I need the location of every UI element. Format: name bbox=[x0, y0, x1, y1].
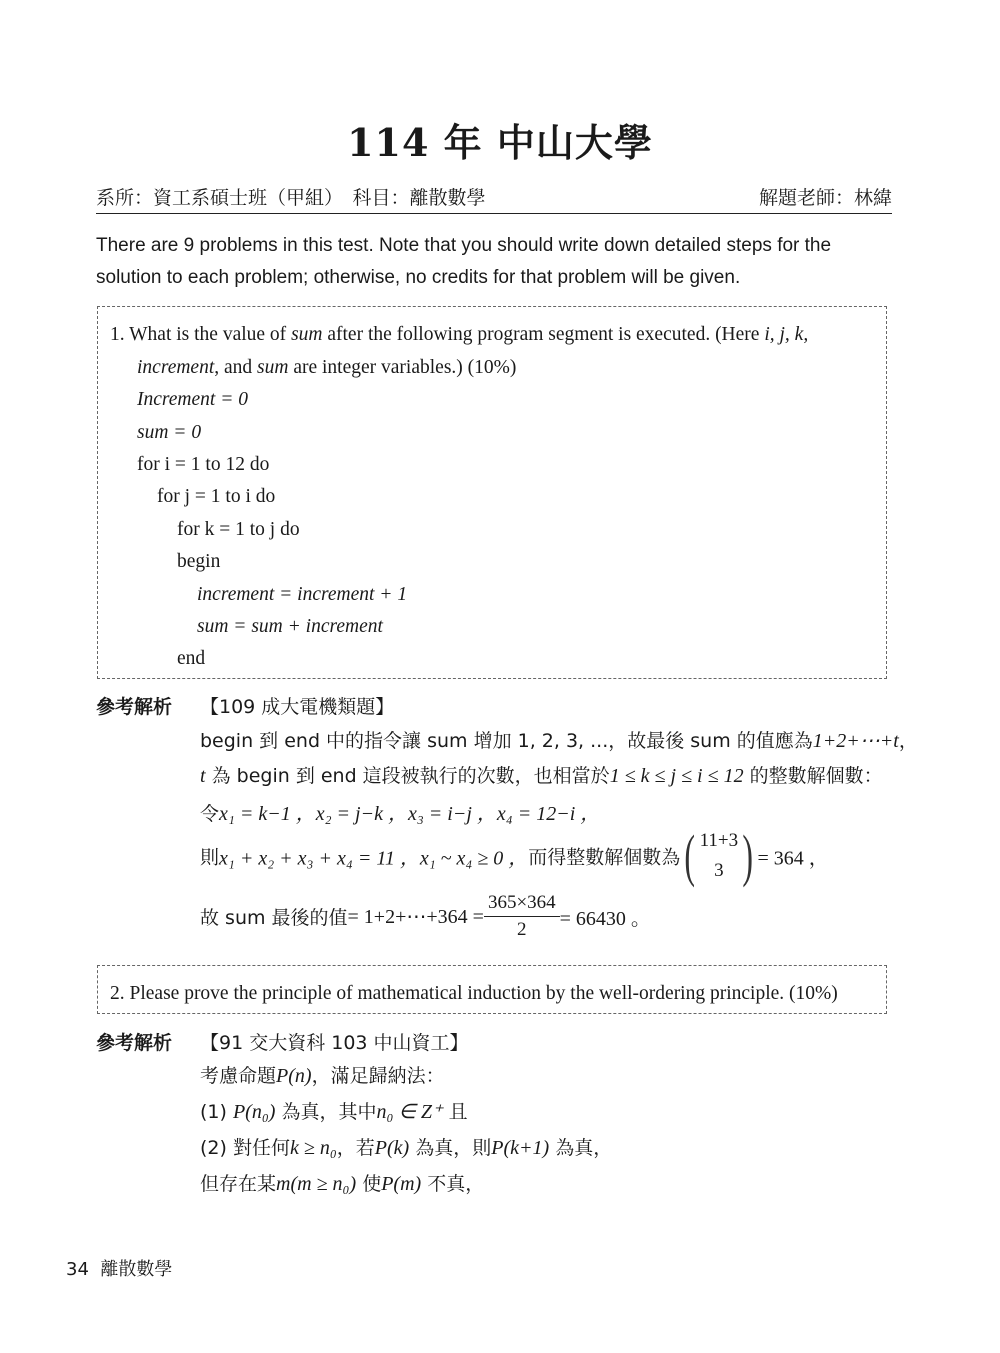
text: 為 begin 到 end 這段被執行的次數，也相當於 bbox=[205, 765, 610, 787]
solution-source: 【109 成大電機類題】 bbox=[200, 696, 395, 718]
page-title: 114 年 中山大學 bbox=[347, 120, 653, 165]
text: 為真， bbox=[549, 1137, 613, 1159]
question-1-line-2 bbox=[137, 357, 516, 379]
math-expr: = 1+2+⋯+364 = bbox=[347, 906, 484, 928]
math-expr: = 66430 。 bbox=[559, 908, 651, 930]
book-title: 離散數學 bbox=[100, 1259, 173, 1280]
q1-text-b: after the following program segment is executed. (Here bbox=[322, 324, 765, 345]
text: ，若 bbox=[336, 1137, 375, 1159]
q1-increment-var: increment bbox=[137, 357, 215, 378]
code-line: sum = sum + increment bbox=[197, 616, 383, 637]
question-2-text: 2. Please prove the principle of mathematical induction by the well-ordering principle. (10%) bbox=[110, 983, 838, 1004]
solution-1-line-1 bbox=[200, 726, 918, 753]
fraction-denominator: 2 bbox=[517, 919, 527, 940]
text: 且 bbox=[442, 1101, 468, 1123]
solution-1-line-3 bbox=[200, 797, 600, 826]
teacher-name: 解題老師：林緯 bbox=[758, 187, 892, 209]
math-expr: P(n₀) bbox=[232, 1101, 276, 1123]
text: ， bbox=[898, 730, 918, 752]
solution-1-line-5 bbox=[200, 890, 651, 946]
solution-2-line-2 bbox=[200, 1097, 468, 1124]
reference-solution-label: 參考解析 bbox=[96, 696, 173, 718]
q1-text-a: 1. What is the value of bbox=[110, 324, 292, 345]
solution-source: 【91 交大資科 103 中山資工】 bbox=[200, 1032, 469, 1054]
intro-line-1: There are 9 problems in this test. Note that you should write down detailed steps for the bbox=[96, 235, 832, 256]
fraction-numerator: 365×364 bbox=[484, 890, 560, 917]
text: (1) bbox=[200, 1101, 233, 1123]
text: 而得整數解個數為 bbox=[528, 846, 681, 869]
code-line: end bbox=[177, 648, 206, 669]
math-expr: m(m ≥ n₀) bbox=[276, 1173, 357, 1195]
math-expr: 1+2+⋯+t bbox=[812, 730, 899, 752]
text: ，滿足歸納法： bbox=[311, 1065, 445, 1087]
math-expr: x₁ + x₂ + x₃ + x₄ = 11 ，x₁ ~ x₄ ≥ 0 ， bbox=[219, 847, 529, 870]
code-line: Increment = 0 bbox=[137, 389, 248, 410]
code-line: begin bbox=[177, 551, 221, 572]
binomial-coefficient: ( 11+3 3 ) bbox=[684, 823, 754, 888]
binom-bottom: 3 bbox=[714, 860, 724, 881]
code-line: for j = 1 to i do bbox=[157, 486, 276, 507]
solution-2-line-4 bbox=[200, 1169, 484, 1196]
q1-sum-var: sum bbox=[291, 324, 323, 345]
solution-1-line-4 bbox=[200, 823, 829, 888]
department-subject: 系所：資工系碩士班（甲組） 科目：離散數學 bbox=[96, 187, 486, 209]
math-expr: 1 ≤ k ≤ j ≤ i ≤ 12 bbox=[609, 765, 744, 787]
code-line: for k = 1 to j do bbox=[177, 519, 300, 540]
text: begin 到 end 中的指令讓 sum 增加 1, 2, 3, ...，故最後 sum 的值應為 bbox=[200, 730, 813, 752]
q1-sum-var-2: sum bbox=[257, 357, 289, 378]
code-line: increment = increment + 1 bbox=[197, 584, 408, 605]
math-expr: = 364 ， bbox=[757, 847, 829, 870]
math-expr: n₀ ∈ Z⁺ bbox=[376, 1101, 443, 1123]
question-1-line-1 bbox=[110, 324, 808, 346]
q1-vars: i, j, k, bbox=[764, 324, 809, 345]
code-line: for i = 1 to 12 do bbox=[137, 454, 270, 475]
code-line: sum = 0 bbox=[137, 422, 202, 443]
math-expr: P(k) bbox=[374, 1137, 410, 1159]
page-footer bbox=[66, 1255, 172, 1281]
q1-text-c: , and bbox=[214, 357, 258, 378]
math-expr: P(n) bbox=[276, 1065, 312, 1087]
solution-2-line-1 bbox=[200, 1061, 445, 1088]
header-rule bbox=[96, 213, 892, 214]
text: 考慮命題 bbox=[200, 1065, 277, 1087]
text: 故 sum 最後的值 bbox=[200, 907, 348, 929]
intro-line-2: solution to each problem; otherwise, no credits for that problem will be given. bbox=[96, 267, 741, 288]
text: 使 bbox=[356, 1173, 382, 1195]
solution-1-line-2 bbox=[200, 761, 883, 788]
text: 令 bbox=[200, 803, 220, 825]
solution-2-line-3 bbox=[200, 1133, 612, 1160]
math-expr: t bbox=[200, 765, 206, 787]
text: 為真，則 bbox=[409, 1137, 492, 1159]
math-expr: x₁ = k−1 ，x₂ = j−k ，x₃ = i−j ，x₄ = 12−i ， bbox=[219, 803, 601, 825]
q1-text-d: are integer variables.) (10%) bbox=[288, 357, 517, 378]
text: 為真，其中 bbox=[275, 1101, 377, 1123]
reference-solution-label: 參考解析 bbox=[96, 1032, 173, 1054]
text: (2) 對任何 bbox=[200, 1137, 290, 1159]
text: 的整數解個數： bbox=[743, 765, 883, 787]
math-expr: k ≥ n₀ bbox=[289, 1137, 337, 1159]
text: 但存在某 bbox=[200, 1173, 277, 1195]
text: 不真， bbox=[421, 1173, 485, 1195]
binom-top: 11+3 bbox=[699, 830, 739, 851]
text: 則 bbox=[200, 846, 220, 869]
math-expr: P(k+1) bbox=[491, 1137, 550, 1159]
fraction bbox=[484, 890, 560, 943]
page-number: 34 bbox=[66, 1259, 89, 1280]
math-expr: P(m) bbox=[381, 1173, 422, 1195]
